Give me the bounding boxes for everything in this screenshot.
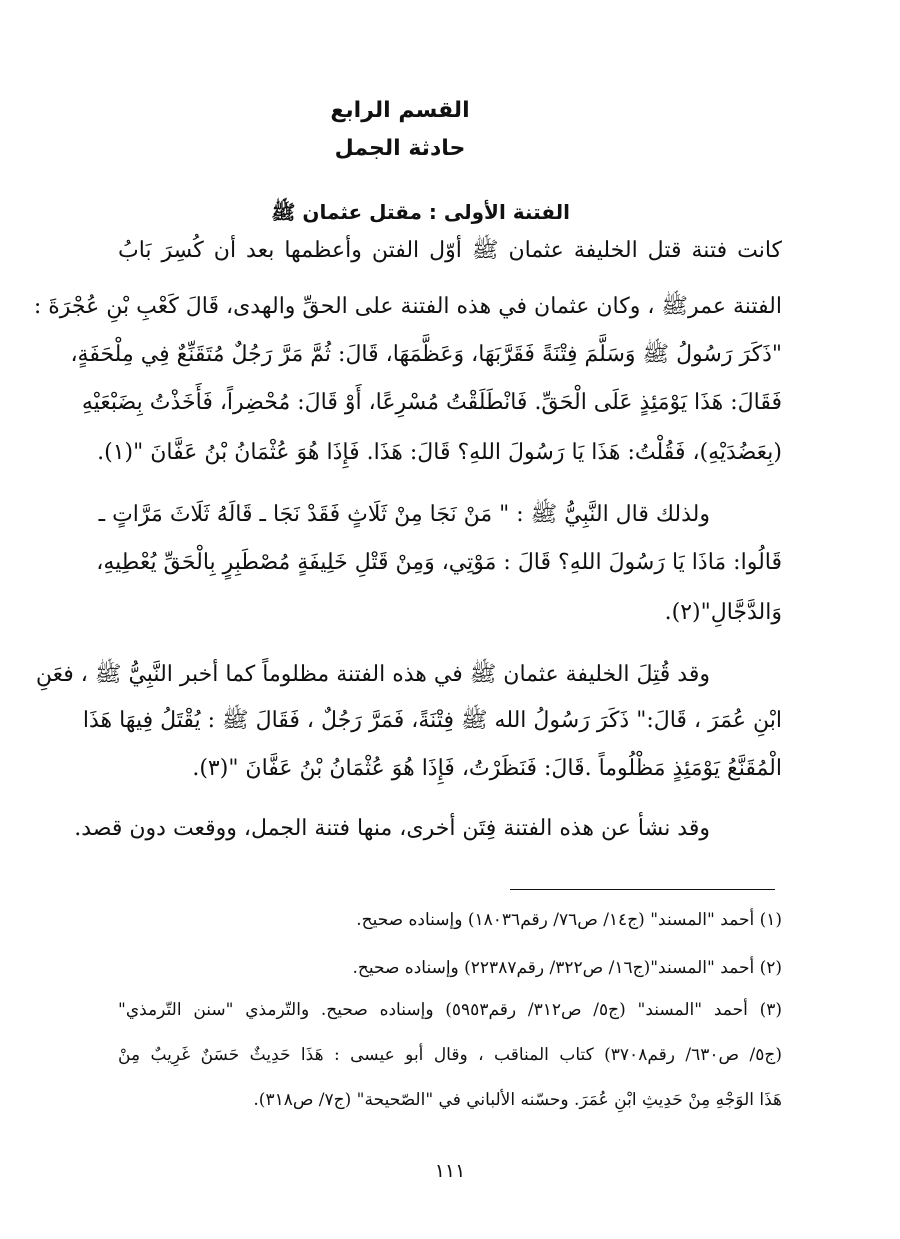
body-line: الفتنة عمرﷺ ، وكان عثمان في هذه الفتنة على الحقِّ والهدى، قَالَ كَعْبِ بْنِ عُجْرَةَ : (33, 294, 782, 319)
body-line: وقد قُتِلَ الخليفة عثمان ﷺ في هذه الفتنة مظلوماً كما أخبر النَّبِيُّ ﷺ ، فعَنِ (35, 662, 710, 687)
body-line: كانت فتنة قتل الخليفة عثمان ﷺ أوّل الفتن وأعظمها بعد أن كُسِرَ بَابُ (118, 238, 782, 263)
body-line: قَالُوا: مَاذَا يَا رَسُولَ اللهِ؟ قَالَ : مَوْتِي، وَمِنْ قَتْلِ خَلِيفَةٍ مُصْطَبِرٍ بِالْحَقِّ يُعْطِيهِ، (96, 550, 782, 575)
part-title: القسم الرابع (330, 98, 470, 123)
body-line: الْمُقَنَّعُ يَوْمَئِذٍ مَظْلُوماً .قَالَ: فَنَظَرْتُ، فَإِذَا هُوَ عُثْمَانُ بْنُ عَفَّانَ "(٣). (192, 756, 782, 781)
section-title: الفتنة الأولى : مقتل عثمان ﷺ (271, 200, 570, 224)
body-line: وَالدَّجَّالِ"(٢). (664, 600, 782, 625)
body-line: ابْنِ عُمَرَ ، قَالَ:" ذَكَرَ رَسُولُ الله ﷺ فِتْنَةً، فَمَرَّ رَجُلٌ ، فَقَالَ ﷺ : يُقْتَلُ فِيهَا هَذَا (82, 708, 782, 733)
body-line: "ذَكَرَ رَسُولُ ﷺ وَسَلَّمَ فِتْنَةً فَقَرَّبَهَا، وَعَظَّمَهَا، قَالَ: ثُمَّ مَرَّ رَجُلٌ مُتَقَنِّعٌ فِي مِلْحَفَةٍ، (70, 342, 782, 367)
body-line: وقد نشأ عن هذه الفتنة فِتَن أخرى، منها فتنة الجمل، ووقعت دون قصد. (74, 816, 710, 841)
footnote: (٢) أحمد "المسند"(ج١٦/ ص٣٢٢/ رقم٢٢٣٨٧) وإسناده صحيح. (352, 958, 782, 978)
footnote: (ج٥/ ص٦٣٠/ رقم٣٧٠٨) كتاب المناقب ، وقال أبو عيسى : هَذَا حَدِيثٌ حَسَنٌ غَرِيبٌ مِنْ (118, 1045, 783, 1065)
footnote: (٣) أحمد "المسند" (ج٥/ ص٣١٢/ رقم٥٩٥٣) وإسناده صحيح. والتّرمذي "سنن التّرمذي" (118, 1000, 782, 1020)
body-line: ولذلك قال النَّبِيُّ ﷺ : " مَنْ نَجَا مِنْ ثَلَاثٍ فَقَدْ نَجَا ـ قَالَهُ ثَلَاثَ مَرَّاتٍ ـ (98, 502, 710, 527)
chapter-title: حادثة الجمل (334, 136, 466, 161)
body-line: فَقَالَ: هَذَا يَوْمَئِذٍ عَلَى الْحَقِّ. فَانْطَلَقْتُ مُسْرِعًا، أَوْ قَالَ: مُحْضِراً، فَأَخَذْتُ بِضَبْعَيْهِ (81, 390, 782, 415)
footnote: (١) أحمد "المسند" (ج١٤/ ص٧٦/ رقم١٨٠٣٦) وإسناده صحيح. (356, 910, 782, 930)
footnote-separator (510, 889, 775, 890)
footnote: هَذَا الوَجْهِ مِنْ حَدِيثِ ابْنِ عُمَرَ. وحسّنه الألباني في "الصّحيحة" (ج٧/ ص٣١٨). (253, 1090, 782, 1110)
page-number: ١١١ (434, 1160, 466, 1182)
body-line: (بِعَضُدَيْهِ)، فَقُلْتُ: هَذَا يَا رَسُولَ اللهِ؟ قَالَ: هَذَا. فَإِذَا هُوَ عُثْمَانُ بْنُ عَفَّانَ "(١). (97, 440, 782, 465)
